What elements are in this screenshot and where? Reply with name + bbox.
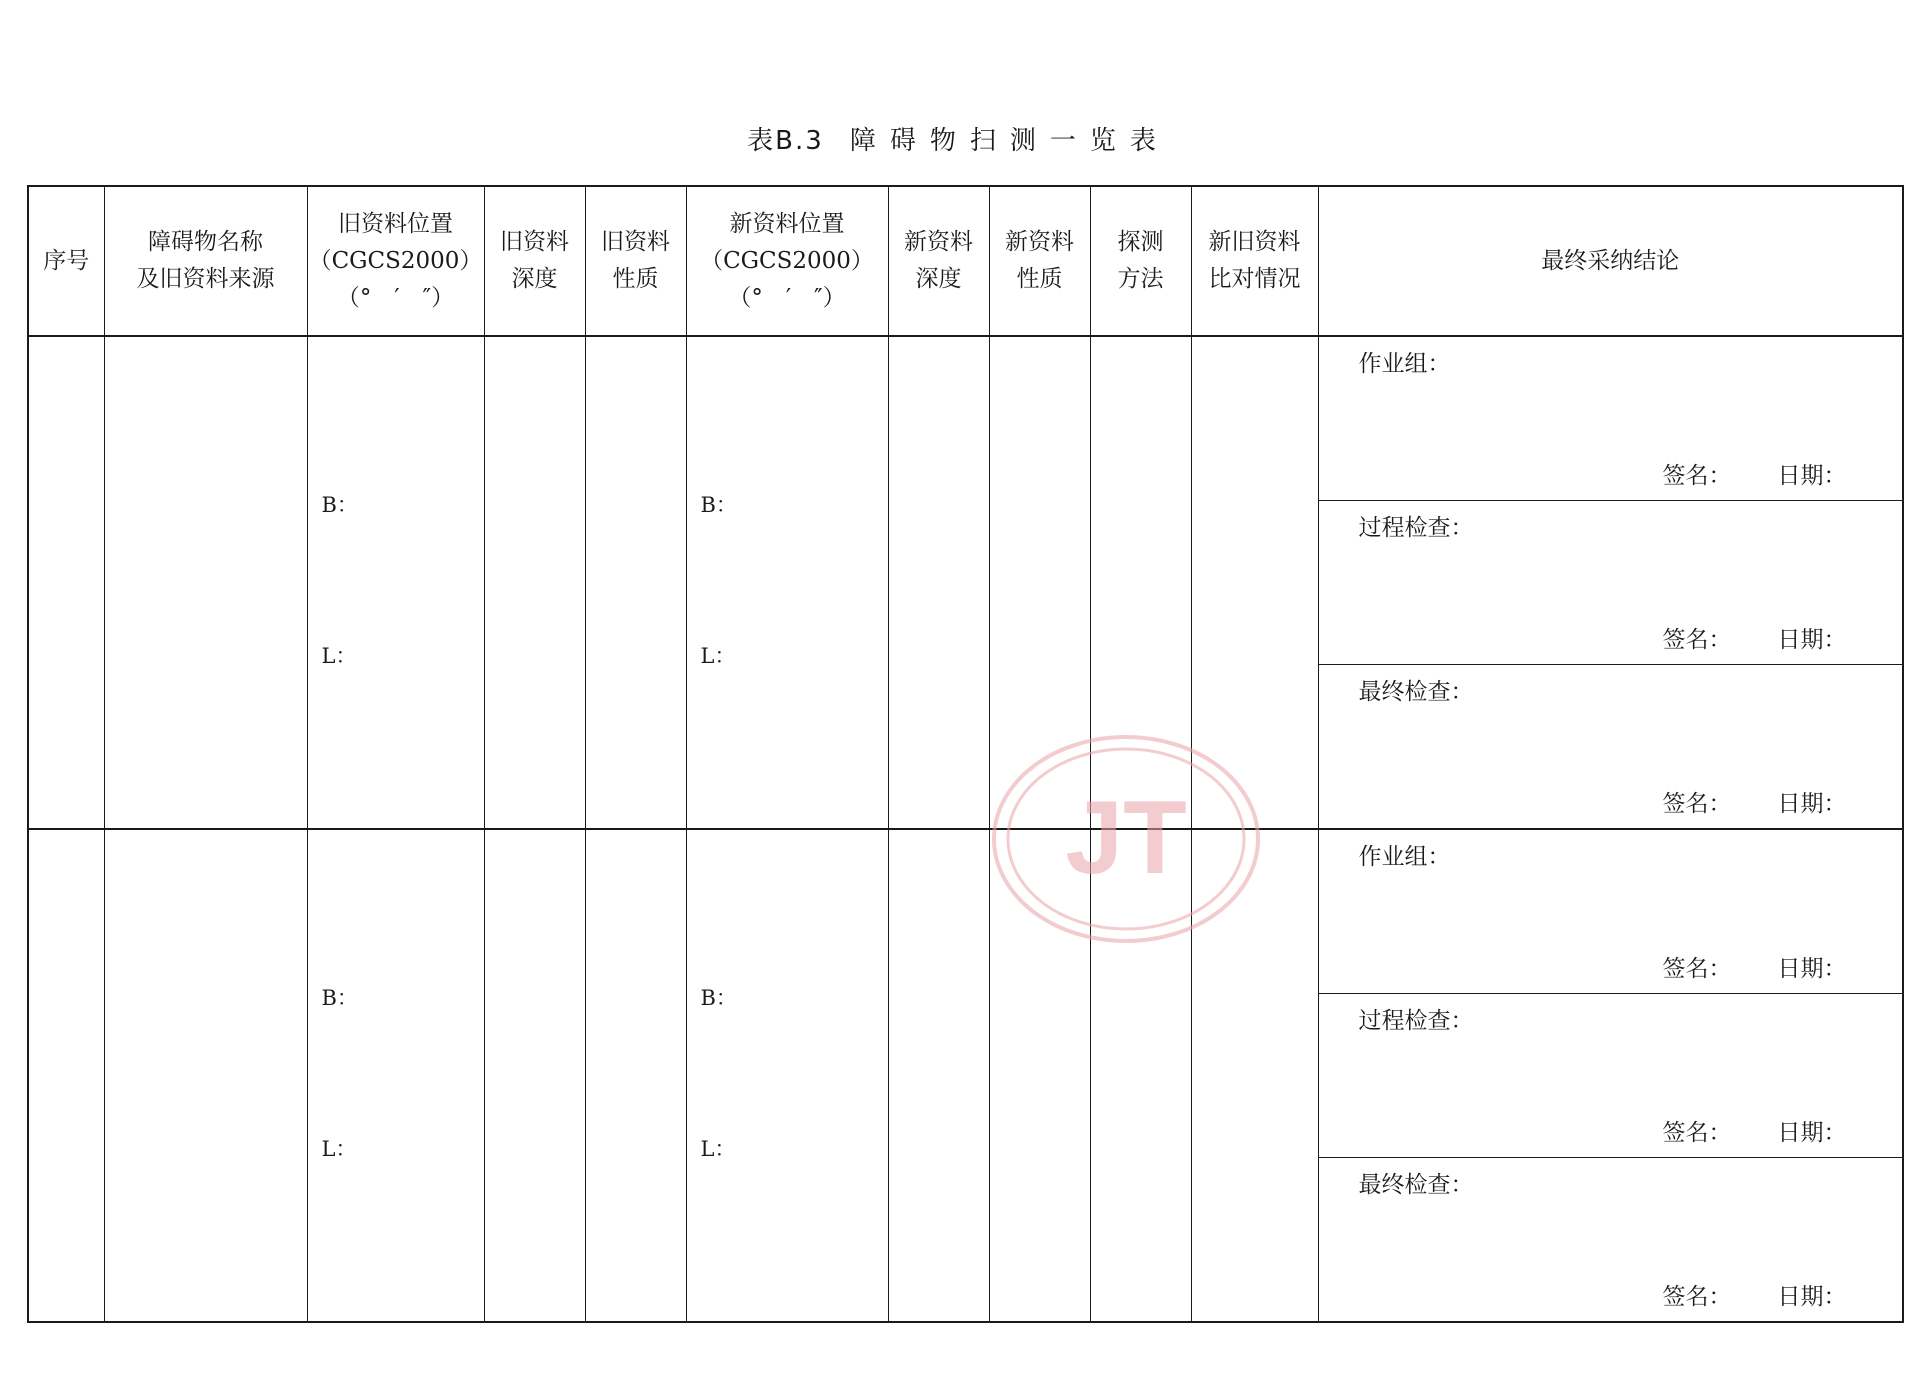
serial-cell — [28, 829, 104, 1322]
final-conclusion-cell — [1318, 829, 1903, 1322]
signature-label: 签名： — [1662, 1120, 1732, 1146]
comparison-cell — [1191, 336, 1318, 829]
date-label: 日期： — [1777, 1284, 1847, 1310]
header-new-nature: 新资料 性质 — [989, 186, 1090, 336]
final-check-section — [1319, 665, 1903, 829]
header-obstacle-name: 障碍物名称 及旧资料来源 — [104, 186, 307, 336]
date-label: 日期： — [1777, 463, 1847, 489]
detection-method-cell — [1090, 336, 1191, 829]
old-nature-cell — [585, 829, 686, 1322]
old-longitude-label: L： — [321, 644, 357, 668]
header-old-position: 旧资料位置 （CGCS2000） （° ′ ″） — [307, 186, 484, 336]
old-latitude-label: B： — [321, 986, 358, 1010]
work-group-label: 作业组： — [1358, 351, 1451, 377]
obstacle-name-cell — [104, 336, 307, 829]
process-check-section — [1319, 501, 1903, 665]
signature-label: 签名： — [1662, 791, 1732, 817]
comparison-cell — [1191, 829, 1318, 1322]
signature-label: 签名： — [1662, 627, 1732, 653]
process-check-label: 过程检查： — [1358, 515, 1474, 541]
new-depth-cell — [888, 829, 989, 1322]
process-check-section — [1319, 994, 1903, 1158]
old-depth-cell — [484, 336, 585, 829]
work-group-label: 作业组： — [1358, 844, 1451, 870]
new-nature-cell — [989, 829, 1090, 1322]
signature-label: 签名： — [1662, 1284, 1732, 1310]
work-group-section — [1319, 337, 1903, 501]
old-position-cell — [307, 829, 484, 1322]
header-old-nature: 旧资料 性质 — [585, 186, 686, 336]
detection-method-cell — [1090, 829, 1191, 1322]
header-comparison: 新旧资料 比对情况 — [1191, 186, 1318, 336]
watermark-text: JT — [1065, 780, 1187, 896]
header-new-depth: 新资料 深度 — [888, 186, 989, 336]
table-title-text: 障碍物扫测一览表 — [849, 126, 1170, 156]
final-check-label: 最终检查： — [1358, 679, 1474, 705]
obstacle-name-cell — [104, 829, 307, 1322]
table-number: 表B.3 — [747, 126, 824, 156]
signature-label: 签名： — [1662, 956, 1732, 982]
final-conclusion-cell — [1318, 336, 1903, 829]
obstacle-survey-table — [27, 185, 1904, 1323]
new-depth-cell — [888, 336, 989, 829]
header-new-position: 新资料位置 （CGCS2000） （° ′ ″） — [686, 186, 888, 336]
final-check-section — [1319, 1158, 1903, 1322]
header-detection-method: 探测 方法 — [1090, 186, 1191, 336]
header-serial: 序号 — [28, 186, 104, 336]
header-final-conclusion: 最终采纳结论 — [1318, 186, 1903, 336]
old-position-cell — [307, 336, 484, 829]
new-longitude-label: L： — [700, 1137, 736, 1161]
header-row — [28, 186, 1903, 336]
new-latitude-label: B： — [700, 493, 737, 517]
old-depth-cell — [484, 829, 585, 1322]
new-position-cell — [686, 829, 888, 1322]
new-longitude-label: L： — [700, 644, 736, 668]
table-row — [28, 829, 1903, 1322]
date-label: 日期： — [1777, 1120, 1847, 1146]
old-latitude-label: B： — [321, 493, 358, 517]
date-label: 日期： — [1777, 627, 1847, 653]
work-group-section — [1319, 830, 1903, 994]
new-nature-cell — [989, 336, 1090, 829]
new-latitude-label: B： — [700, 986, 737, 1010]
signature-label: 签名： — [1662, 463, 1732, 489]
date-label: 日期： — [1777, 791, 1847, 817]
conclusion-subtable — [1319, 830, 1903, 1321]
process-check-label: 过程检查： — [1358, 1008, 1474, 1034]
final-check-label: 最终检查： — [1358, 1172, 1474, 1198]
header-old-depth: 旧资料 深度 — [484, 186, 585, 336]
old-nature-cell — [585, 336, 686, 829]
table-title — [0, 120, 1917, 157]
table-row — [28, 336, 1903, 829]
serial-cell — [28, 336, 104, 829]
new-position-cell — [686, 336, 888, 829]
conclusion-subtable — [1319, 337, 1903, 828]
date-label: 日期： — [1777, 956, 1847, 982]
old-longitude-label: L： — [321, 1137, 357, 1161]
